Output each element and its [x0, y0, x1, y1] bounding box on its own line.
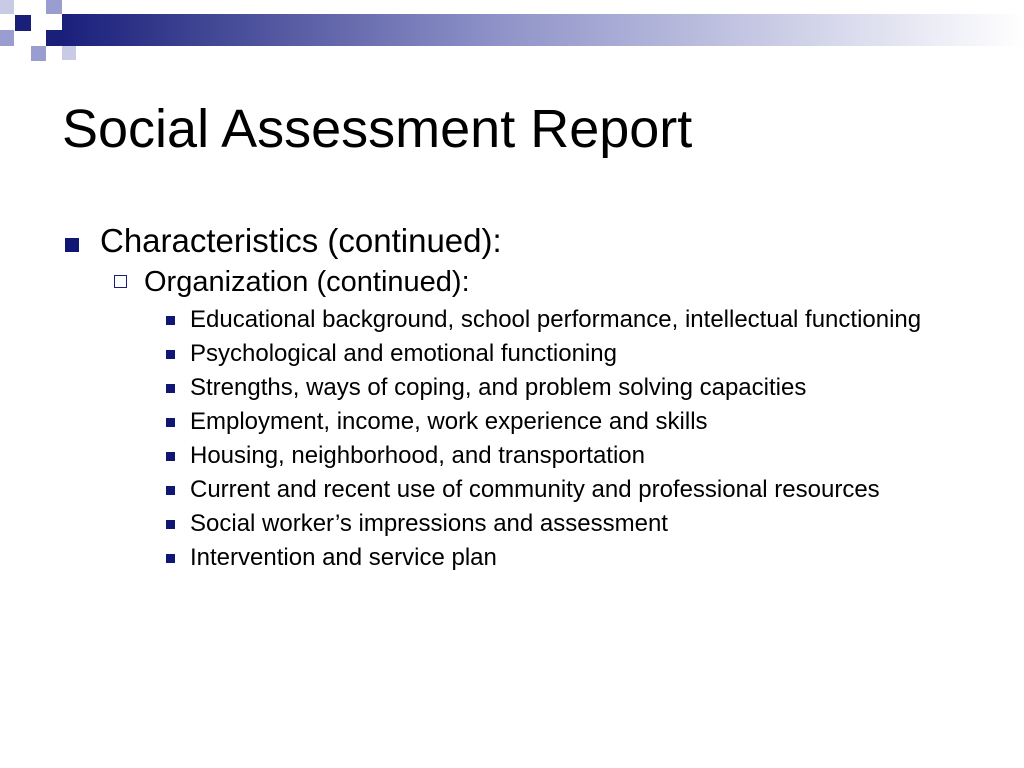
list-item-text: Psychological and emotional functioning — [190, 340, 617, 367]
bullet-level2 — [110, 262, 982, 302]
decor-square-icon — [0, 0, 14, 14]
list-item-text: Intervention and service plan — [190, 544, 497, 571]
list-item — [164, 340, 950, 367]
square-bullet-icon — [166, 384, 175, 393]
list-item-text: Employment, income, work experience and skills — [190, 408, 708, 435]
list-item-text: Housing, neighborhood, and transportation — [190, 442, 645, 469]
list-item — [164, 476, 890, 503]
list-item — [164, 306, 950, 333]
decor-square-icon — [62, 46, 76, 60]
list-item — [164, 544, 950, 571]
bullet-level1-text: Characteristics (continued): — [100, 222, 502, 259]
list-item — [164, 374, 950, 401]
decor-square-icon — [31, 46, 46, 61]
header-decoration — [0, 0, 1024, 70]
decor-square-icon — [0, 30, 14, 46]
list-item — [164, 408, 950, 435]
decor-square-icon — [15, 15, 31, 31]
square-bullet-icon — [65, 238, 79, 252]
list-item — [164, 442, 950, 469]
bullet-level3-list — [164, 306, 982, 571]
square-bullet-icon — [166, 418, 175, 427]
decor-square-icon — [46, 30, 62, 46]
list-item-text: Current and recent use of community and professional resources — [190, 476, 880, 503]
square-bullet-icon — [166, 520, 175, 529]
list-item-text: Educational background, school performance, intellectual functioning — [190, 306, 922, 333]
header-gradient-bar — [62, 14, 1024, 46]
square-bullet-icon — [166, 316, 175, 325]
square-bullet-icon — [166, 350, 175, 359]
slide-content — [62, 220, 982, 578]
square-bullet-icon — [166, 554, 175, 563]
list-item-text: Social worker’s impressions and assessment — [190, 510, 668, 537]
slide-title: Social Assessment Report — [62, 99, 693, 159]
hollow-square-bullet-icon — [114, 275, 127, 288]
square-bullet-icon — [166, 452, 175, 461]
bullet-level1 — [62, 220, 982, 262]
decor-square-icon — [46, 0, 62, 14]
bullet-level2-text: Organization (continued): — [144, 266, 470, 298]
list-item-text: Strengths, ways of coping, and problem solving capacities — [190, 374, 807, 401]
list-item — [164, 510, 950, 537]
square-bullet-icon — [166, 486, 175, 495]
